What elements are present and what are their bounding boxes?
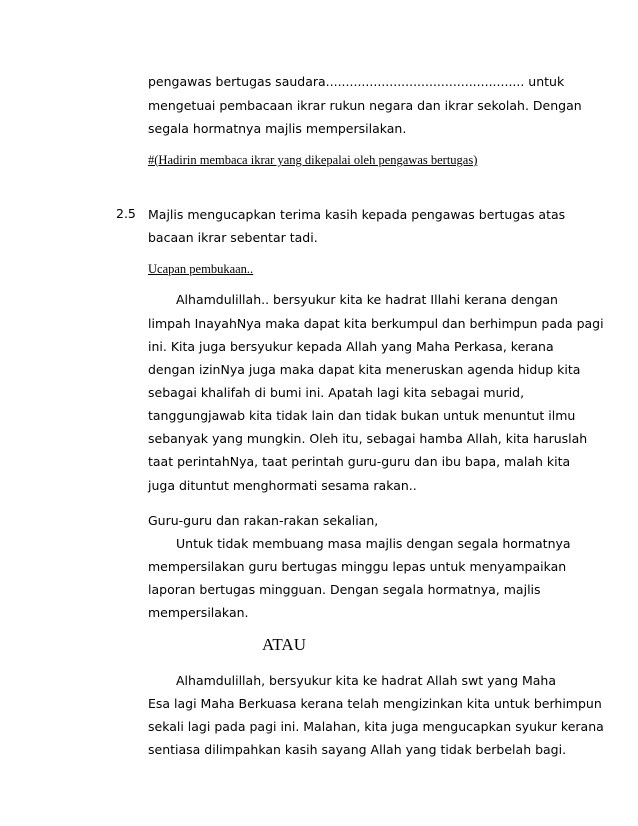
text-line: mempersilakan guru bertugas minggu lepas untuk menyampaikan [148, 559, 567, 574]
text-line: Untuk tidak membuang masa majlis dengan segala hormatnya [176, 536, 571, 551]
divider-word: ATAU [262, 635, 306, 654]
subheading: Ucapan pembukaan.. [148, 262, 254, 276]
text-line: tanggungjawab kita tidak lain dan tidak bukan untuk menuntut ilmu [148, 408, 576, 423]
text-line: bacaan ikrar sebentar tadi. [148, 230, 318, 245]
text-line: Alhamdulillah, bersyukur kita ke hadrat Allah swt yang Maha [176, 673, 557, 688]
section-number: 2.5 [116, 206, 136, 221]
text-line: mengetuai pembacaan ikrar rukun negara dan ikrar sekolah. Dengan [148, 98, 582, 113]
text-line: laporan bertugas mingguan. Dengan segala hormatnya, majlis [148, 582, 541, 597]
text-line: sentiasa dilimpahkan kasih sayang Allah yang tidak berbelah bagi. [148, 742, 567, 757]
text-line: pengawas bertugas saudara.................................................. untuk [148, 74, 565, 89]
text-line: ini. Kita juga bersyukur kepada Allah yang Maha Perkasa, kerana [148, 339, 554, 354]
text-line: Esa lagi Maha Berkuasa kerana telah mengizinkan kita untuk berhimpun [148, 696, 602, 711]
text-line: Guru-guru dan rakan-rakan sekalian, [148, 513, 379, 528]
text-line: sebagai khalifah di bumi ini. Apatah lagi kita sebagai murid, [148, 385, 525, 400]
text-line: juga dituntut menghormati sesama rakan.. [148, 478, 417, 493]
text-line: Majlis mengucapkan terima kasih kepada pengawas bertugas atas [148, 207, 566, 222]
text-line: taat perintahNya, taat perintah guru-guru dan ibu bapa, malah kita [148, 454, 571, 469]
text-line: Alhamdulillah.. bersyukur kita ke hadrat Illahi kerana dengan [176, 292, 558, 307]
text-line: sekali lagi pada pagi ini. Malahan, kita juga mengucapkan syukur kerana [148, 719, 604, 734]
text-line: dengan izinNya juga maka dapat kita meneruskan agenda hidup kita [148, 362, 581, 377]
text-line: limpah InayahNya maka dapat kita berkumpul dan berhimpun pada pagi [148, 316, 604, 331]
text-line: segala hormatnya majlis mempersilakan. [148, 121, 407, 136]
text-line: sebanyak yang mungkin. Oleh itu, sebagai hamba Allah, kita haruslah [148, 431, 588, 446]
text-line: mempersilakan. [148, 605, 249, 620]
stage-note: #(Hadirin membaca ikrar yang dikepalai oleh pengawas bertugas) [148, 153, 478, 167]
